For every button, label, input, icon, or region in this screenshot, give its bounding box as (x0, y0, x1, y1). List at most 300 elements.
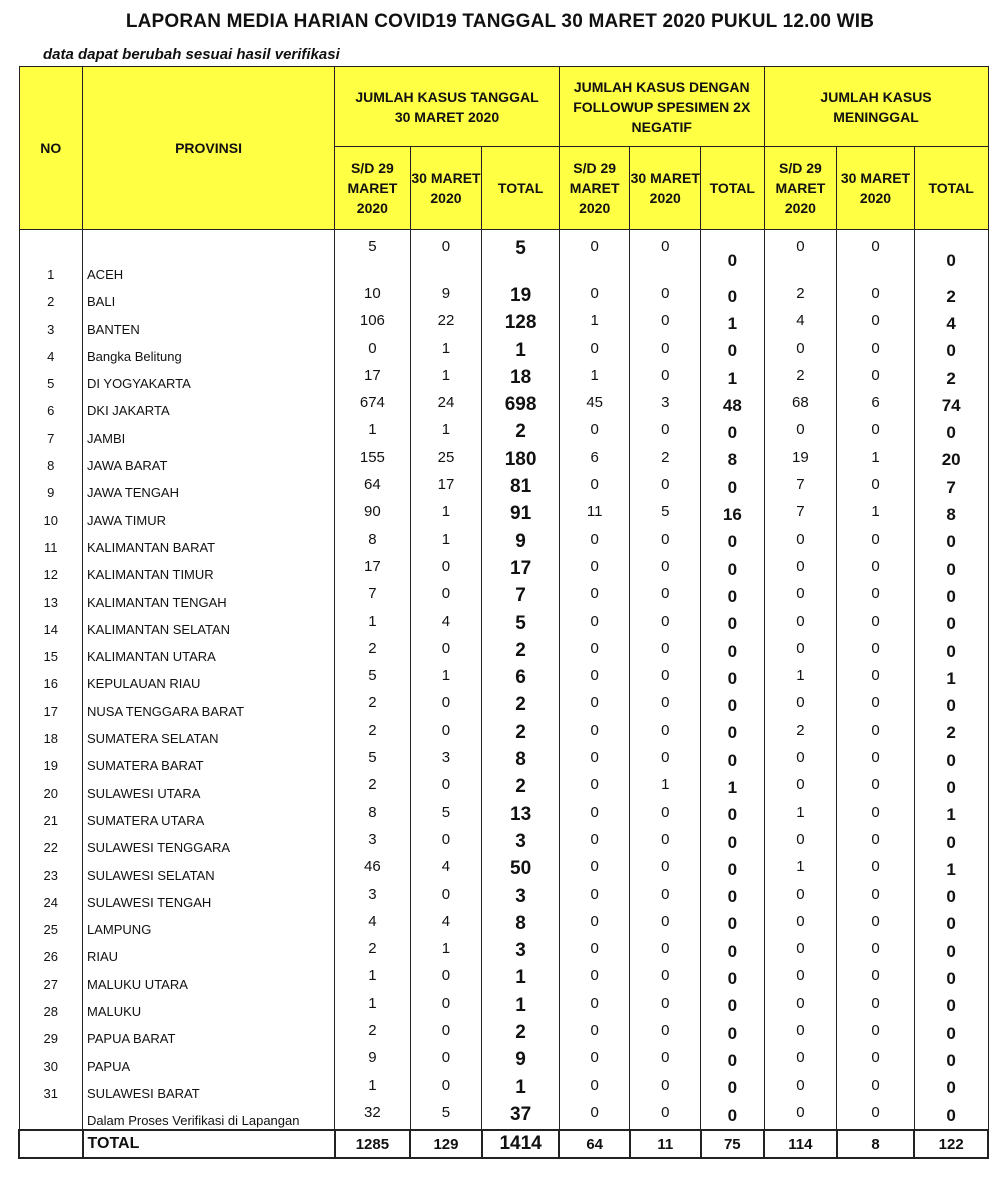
cell-meninggal-prev: 7 (764, 474, 837, 501)
cell-meninggal-prev: 0 (764, 611, 837, 638)
cell-negatif-total: 16 (701, 501, 765, 528)
table-row (19, 419, 988, 446)
row-provinsi: JAWA BARAT (83, 447, 335, 474)
cell-kasus-today: 17 (410, 474, 482, 501)
cell-kasus-prev: 1 (335, 965, 411, 992)
row-no: 18 (19, 720, 83, 747)
table-row (19, 993, 988, 1020)
cell-negatif-total: 0 (701, 529, 765, 556)
cell-meninggal-total: 0 (914, 1020, 988, 1047)
table-row (19, 720, 988, 747)
table-row (19, 665, 988, 692)
table-row (19, 802, 988, 829)
cell-meninggal-prev: 0 (764, 583, 837, 610)
cell-meninggal-today: 0 (837, 474, 915, 501)
cell-meninggal-today: 0 (837, 856, 915, 883)
cell-negatif-prev: 0 (559, 720, 630, 747)
cell-meninggal-prev: 0 (764, 1102, 837, 1130)
cell-negatif-today: 0 (630, 310, 701, 337)
cell-negatif-total: 0 (701, 665, 765, 692)
row-provinsi: SULAWESI BARAT (83, 1075, 335, 1102)
row-provinsi: SUMATERA UTARA (83, 802, 335, 829)
row-no: 7 (19, 419, 83, 446)
cell-meninggal-today: 0 (837, 419, 915, 446)
cell-kasus-today: 5 (410, 1102, 482, 1130)
cell-negatif-prev: 0 (559, 692, 630, 719)
cell-meninggal-prev: 0 (764, 230, 837, 284)
row-no (19, 1102, 83, 1130)
cell-meninggal-total: 2 (914, 365, 988, 392)
cell-kasus-today: 0 (410, 638, 482, 665)
cell-meninggal-today: 0 (837, 583, 915, 610)
row-provinsi: DKI JAKARTA (83, 392, 335, 419)
table-row (19, 230, 988, 284)
cell-negatif-today: 0 (630, 802, 701, 829)
cell-kasus-prev: 10 (335, 283, 411, 310)
cell-negatif-prev: 1 (559, 310, 630, 337)
row-no: 10 (19, 501, 83, 528)
cell-meninggal-today: 0 (837, 829, 915, 856)
header-group-negatif: JUMLAH KASUS DENGAN FOLLOWUP SPESIMEN 2X NEGATIF (559, 67, 764, 147)
cell-negatif-total: 0 (701, 419, 765, 446)
cell-meninggal-total: 0 (914, 965, 988, 992)
cell-negatif-today: 0 (630, 665, 701, 692)
table-row (19, 283, 988, 310)
row-no: 24 (19, 884, 83, 911)
row-no: 3 (19, 310, 83, 337)
cell-meninggal-today: 0 (837, 529, 915, 556)
cell-meninggal-prev: 0 (764, 829, 837, 856)
total-kasus-today: 129 (410, 1130, 482, 1158)
cell-kasus-total: 180 (482, 447, 560, 474)
cell-kasus-today: 0 (410, 692, 482, 719)
row-no: 14 (19, 611, 83, 638)
row-no: 9 (19, 474, 83, 501)
row-no: 2 (19, 283, 83, 310)
row-no: 12 (19, 556, 83, 583)
cell-kasus-prev: 1 (335, 993, 411, 1020)
cell-meninggal-prev: 0 (764, 529, 837, 556)
row-no: 20 (19, 774, 83, 801)
cell-meninggal-total: 0 (914, 829, 988, 856)
cell-kasus-today: 0 (410, 829, 482, 856)
row-provinsi: PAPUA (83, 1047, 335, 1074)
cell-negatif-today: 0 (630, 419, 701, 446)
cell-meninggal-total: 1 (914, 856, 988, 883)
cell-meninggal-prev: 0 (764, 938, 837, 965)
cell-kasus-total: 2 (482, 419, 560, 446)
row-provinsi: JAWA TIMUR (83, 501, 335, 528)
cell-kasus-today: 5 (410, 802, 482, 829)
cell-kasus-total: 8 (482, 911, 560, 938)
cell-negatif-total: 0 (701, 692, 765, 719)
row-provinsi: KALIMANTAN TENGAH (83, 583, 335, 610)
cell-meninggal-prev: 2 (764, 365, 837, 392)
cell-meninggal-prev: 0 (764, 965, 837, 992)
row-provinsi: BANTEN (83, 310, 335, 337)
cell-meninggal-today: 0 (837, 556, 915, 583)
cell-negatif-today: 0 (630, 556, 701, 583)
cell-meninggal-total: 1 (914, 665, 988, 692)
cell-meninggal-total: 0 (914, 884, 988, 911)
row-no: 19 (19, 747, 83, 774)
cell-meninggal-total: 0 (914, 638, 988, 665)
cell-negatif-prev: 0 (559, 829, 630, 856)
header-provinsi: PROVINSI (83, 67, 335, 230)
cell-kasus-total: 8 (482, 747, 560, 774)
cell-negatif-today: 0 (630, 884, 701, 911)
cell-meninggal-total: 0 (914, 556, 988, 583)
cell-negatif-prev: 0 (559, 638, 630, 665)
row-no: 23 (19, 856, 83, 883)
row-no: 11 (19, 529, 83, 556)
cell-negatif-today: 0 (630, 692, 701, 719)
cell-kasus-total: 7 (482, 583, 560, 610)
cell-meninggal-total: 0 (914, 611, 988, 638)
cell-negatif-prev: 0 (559, 1102, 630, 1130)
cell-kasus-prev: 64 (335, 474, 411, 501)
cell-negatif-prev: 0 (559, 993, 630, 1020)
cell-kasus-today: 4 (410, 611, 482, 638)
table-row (19, 856, 988, 883)
row-provinsi: Dalam Proses Verifikasi di Lapangan (83, 1102, 335, 1130)
cell-negatif-total: 0 (701, 884, 765, 911)
cell-kasus-total: 128 (482, 310, 560, 337)
cell-negatif-today: 0 (630, 747, 701, 774)
cell-kasus-today: 0 (410, 583, 482, 610)
cell-negatif-today: 0 (630, 993, 701, 1020)
row-provinsi: KALIMANTAN UTARA (83, 638, 335, 665)
header-kasus-prev: S/D 29 MARET 2020 (335, 147, 411, 230)
cell-meninggal-total: 74 (914, 392, 988, 419)
cell-kasus-prev: 90 (335, 501, 411, 528)
cell-meninggal-today: 0 (837, 1020, 915, 1047)
cell-negatif-prev: 1 (559, 365, 630, 392)
cell-meninggal-total: 0 (914, 911, 988, 938)
cell-kasus-prev: 17 (335, 556, 411, 583)
row-provinsi: KALIMANTAN BARAT (83, 529, 335, 556)
cell-negatif-prev: 0 (559, 611, 630, 638)
total-kasus-prev: 1285 (335, 1130, 411, 1158)
cell-kasus-total: 19 (482, 283, 560, 310)
cell-kasus-total: 5 (482, 611, 560, 638)
cell-kasus-total: 1 (482, 1075, 560, 1102)
cell-kasus-total: 2 (482, 692, 560, 719)
row-no: 4 (19, 338, 83, 365)
cell-meninggal-total: 7 (914, 474, 988, 501)
cell-kasus-today: 0 (410, 993, 482, 1020)
cell-kasus-total: 6 (482, 665, 560, 692)
cell-kasus-total: 50 (482, 856, 560, 883)
cell-negatif-prev: 0 (559, 338, 630, 365)
cell-meninggal-prev: 1 (764, 856, 837, 883)
cell-negatif-today: 0 (630, 474, 701, 501)
cell-kasus-total: 3 (482, 884, 560, 911)
cell-kasus-today: 0 (410, 720, 482, 747)
cell-kasus-today: 0 (410, 230, 482, 284)
table-row (19, 611, 988, 638)
header-kasus-today: 30 MARET 2020 (410, 147, 482, 230)
cell-meninggal-today: 0 (837, 938, 915, 965)
cell-negatif-prev: 0 (559, 938, 630, 965)
table-row (19, 338, 988, 365)
cell-kasus-today: 1 (410, 938, 482, 965)
cell-kasus-total: 3 (482, 829, 560, 856)
header-meninggal-today: 30 MARET 2020 (837, 147, 915, 230)
header-meninggal-prev: S/D 29 MARET 2020 (764, 147, 837, 230)
cell-kasus-prev: 2 (335, 938, 411, 965)
row-provinsi: ACEH (83, 230, 335, 284)
cell-negatif-total: 0 (701, 1047, 765, 1074)
cell-kasus-today: 0 (410, 884, 482, 911)
cell-meninggal-today: 0 (837, 230, 915, 284)
cell-kasus-prev: 2 (335, 692, 411, 719)
table-row (19, 911, 988, 938)
cell-kasus-total: 5 (482, 230, 560, 284)
cell-meninggal-today: 0 (837, 720, 915, 747)
cell-meninggal-today: 0 (837, 338, 915, 365)
cell-kasus-prev: 0 (335, 338, 411, 365)
cell-kasus-total: 2 (482, 1020, 560, 1047)
cell-kasus-prev: 2 (335, 638, 411, 665)
cell-negatif-prev: 0 (559, 1047, 630, 1074)
cell-kasus-prev: 674 (335, 392, 411, 419)
row-provinsi: SUMATERA SELATAN (83, 720, 335, 747)
cell-kasus-today: 0 (410, 965, 482, 992)
header-meninggal-total: TOTAL (914, 147, 988, 230)
cell-negatif-today: 0 (630, 938, 701, 965)
cell-negatif-today: 0 (630, 1020, 701, 1047)
row-provinsi: PAPUA BARAT (83, 1020, 335, 1047)
cell-negatif-total: 0 (701, 993, 765, 1020)
cell-kasus-today: 0 (410, 1047, 482, 1074)
cell-kasus-today: 4 (410, 911, 482, 938)
cell-meninggal-prev: 0 (764, 911, 837, 938)
cell-negatif-prev: 0 (559, 965, 630, 992)
cell-meninggal-today: 0 (837, 884, 915, 911)
cell-negatif-total: 0 (701, 720, 765, 747)
table-row (19, 392, 988, 419)
total-no (19, 1130, 83, 1158)
cell-meninggal-total: 1 (914, 802, 988, 829)
row-no: 6 (19, 392, 83, 419)
row-provinsi: SULAWESI UTARA (83, 774, 335, 801)
row-provinsi: DI YOGYAKARTA (83, 365, 335, 392)
row-provinsi: KALIMANTAN TIMUR (83, 556, 335, 583)
table-row (19, 474, 988, 501)
row-no: 22 (19, 829, 83, 856)
cell-kasus-total: 17 (482, 556, 560, 583)
total-label: TOTAL (83, 1130, 335, 1158)
row-provinsi: JAMBI (83, 419, 335, 446)
row-no: 30 (19, 1047, 83, 1074)
cell-negatif-prev: 0 (559, 1075, 630, 1102)
cell-negatif-total: 8 (701, 447, 765, 474)
cell-meninggal-total: 0 (914, 993, 988, 1020)
cell-negatif-today: 0 (630, 829, 701, 856)
table-row (19, 529, 988, 556)
cell-meninggal-today: 0 (837, 365, 915, 392)
header-group-meninggal: JUMLAH KASUS MENINGGAL (764, 67, 988, 147)
cell-meninggal-total: 0 (914, 583, 988, 610)
cell-meninggal-prev: 0 (764, 638, 837, 665)
cell-negatif-prev: 0 (559, 583, 630, 610)
cell-meninggal-total: 20 (914, 447, 988, 474)
cell-meninggal-prev: 0 (764, 556, 837, 583)
cell-meninggal-total: 0 (914, 938, 988, 965)
cell-meninggal-prev: 0 (764, 993, 837, 1020)
cell-kasus-prev: 2 (335, 720, 411, 747)
cell-meninggal-today: 0 (837, 310, 915, 337)
header-negatif-prev: S/D 29 MARET 2020 (559, 147, 630, 230)
row-provinsi: KALIMANTAN SELATAN (83, 611, 335, 638)
cell-kasus-prev: 9 (335, 1047, 411, 1074)
cell-meninggal-total: 0 (914, 230, 988, 284)
cell-negatif-prev: 0 (559, 474, 630, 501)
cell-meninggal-prev: 19 (764, 447, 837, 474)
row-no: 16 (19, 665, 83, 692)
cell-kasus-today: 0 (410, 774, 482, 801)
cell-kasus-prev: 3 (335, 884, 411, 911)
cell-kasus-prev: 17 (335, 365, 411, 392)
cell-kasus-total: 3 (482, 938, 560, 965)
cell-meninggal-prev: 2 (764, 720, 837, 747)
table-row (19, 638, 988, 665)
cell-meninggal-today: 0 (837, 692, 915, 719)
cell-meninggal-prev: 0 (764, 1020, 837, 1047)
cell-meninggal-today: 0 (837, 665, 915, 692)
cell-negatif-total: 0 (701, 338, 765, 365)
cell-negatif-prev: 0 (559, 556, 630, 583)
cell-negatif-today: 0 (630, 230, 701, 284)
cell-negatif-total: 0 (701, 965, 765, 992)
cell-kasus-total: 91 (482, 501, 560, 528)
cell-negatif-today: 0 (630, 1102, 701, 1130)
cell-meninggal-total: 0 (914, 1047, 988, 1074)
cell-meninggal-total: 0 (914, 419, 988, 446)
cell-meninggal-total: 0 (914, 774, 988, 801)
cell-meninggal-prev: 7 (764, 501, 837, 528)
cell-negatif-total: 0 (701, 802, 765, 829)
cell-meninggal-prev: 1 (764, 665, 837, 692)
cell-negatif-today: 1 (630, 774, 701, 801)
cell-negatif-total: 0 (701, 474, 765, 501)
cell-negatif-total: 0 (701, 611, 765, 638)
row-provinsi: SULAWESI TENGGARA (83, 829, 335, 856)
row-no: 29 (19, 1020, 83, 1047)
cell-kasus-today: 1 (410, 501, 482, 528)
cell-negatif-total: 0 (701, 638, 765, 665)
cell-negatif-total: 0 (701, 856, 765, 883)
cell-meninggal-today: 1 (837, 447, 915, 474)
cell-kasus-total: 18 (482, 365, 560, 392)
row-no: 15 (19, 638, 83, 665)
cell-meninggal-prev: 0 (764, 1047, 837, 1074)
total-meninggal-today: 8 (837, 1130, 915, 1158)
cell-kasus-prev: 7 (335, 583, 411, 610)
cell-negatif-prev: 0 (559, 283, 630, 310)
cell-negatif-total: 0 (701, 1075, 765, 1102)
cell-negatif-prev: 0 (559, 1020, 630, 1047)
cell-meninggal-total: 4 (914, 310, 988, 337)
cell-kasus-total: 81 (482, 474, 560, 501)
row-provinsi: RIAU (83, 938, 335, 965)
cell-meninggal-prev: 0 (764, 1075, 837, 1102)
row-provinsi: LAMPUNG (83, 911, 335, 938)
cell-negatif-prev: 0 (559, 884, 630, 911)
cell-negatif-prev: 0 (559, 230, 630, 284)
cell-negatif-today: 0 (630, 856, 701, 883)
cell-negatif-total: 1 (701, 774, 765, 801)
table-row (19, 965, 988, 992)
cell-kasus-today: 1 (410, 665, 482, 692)
cell-kasus-today: 3 (410, 747, 482, 774)
report-title: LAPORAN MEDIA HARIAN COVID19 TANGGAL 30 MARET 2020 PUKUL 12.00 WIB (125, 11, 875, 32)
cell-negatif-prev: 6 (559, 447, 630, 474)
cell-meninggal-total: 0 (914, 747, 988, 774)
cell-negatif-today: 0 (630, 911, 701, 938)
cell-meninggal-total: 0 (914, 529, 988, 556)
cell-kasus-today: 0 (410, 1020, 482, 1047)
cell-kasus-today: 1 (410, 365, 482, 392)
cell-kasus-prev: 1 (335, 611, 411, 638)
row-no: 28 (19, 993, 83, 1020)
report-subtitle: data dapat berubah sesuai hasil verifikasi (43, 46, 340, 63)
header-negatif-total: TOTAL (701, 147, 765, 230)
header-group-kasus: JUMLAH KASUS TANGGAL 30 MARET 2020 (335, 67, 560, 147)
cell-kasus-prev: 2 (335, 1020, 411, 1047)
cell-meninggal-today: 0 (837, 993, 915, 1020)
cell-negatif-prev: 0 (559, 665, 630, 692)
row-provinsi: KEPULAUAN RIAU (83, 665, 335, 692)
cell-kasus-prev: 8 (335, 529, 411, 556)
row-provinsi: NUSA TENGGARA BARAT (83, 692, 335, 719)
cell-negatif-prev: 0 (559, 419, 630, 446)
cell-kasus-prev: 5 (335, 230, 411, 284)
cell-meninggal-prev: 68 (764, 392, 837, 419)
cell-negatif-total: 0 (701, 583, 765, 610)
table-row (19, 1075, 988, 1102)
cell-meninggal-today: 6 (837, 392, 915, 419)
cell-negatif-total: 0 (701, 556, 765, 583)
cell-negatif-prev: 11 (559, 501, 630, 528)
table-row (19, 1020, 988, 1047)
table-row (19, 938, 988, 965)
cell-negatif-today: 0 (630, 529, 701, 556)
cell-meninggal-prev: 2 (764, 283, 837, 310)
cell-meninggal-total: 0 (914, 1102, 988, 1130)
table-row (19, 829, 988, 856)
cell-negatif-total: 48 (701, 392, 765, 419)
total-meninggal-prev: 114 (764, 1130, 837, 1158)
cell-meninggal-total: 2 (914, 720, 988, 747)
cell-kasus-today: 1 (410, 338, 482, 365)
total-row (19, 1130, 988, 1158)
cell-kasus-total: 698 (482, 392, 560, 419)
cell-kasus-prev: 5 (335, 747, 411, 774)
cell-negatif-total: 1 (701, 310, 765, 337)
table-row (19, 692, 988, 719)
table-body (19, 230, 988, 1131)
cell-meninggal-today: 0 (837, 965, 915, 992)
cell-negatif-total: 0 (701, 829, 765, 856)
table-row (19, 884, 988, 911)
row-no: 5 (19, 365, 83, 392)
cell-negatif-total: 0 (701, 283, 765, 310)
cell-meninggal-total: 8 (914, 501, 988, 528)
cell-negatif-today: 3 (630, 392, 701, 419)
row-no: 8 (19, 447, 83, 474)
